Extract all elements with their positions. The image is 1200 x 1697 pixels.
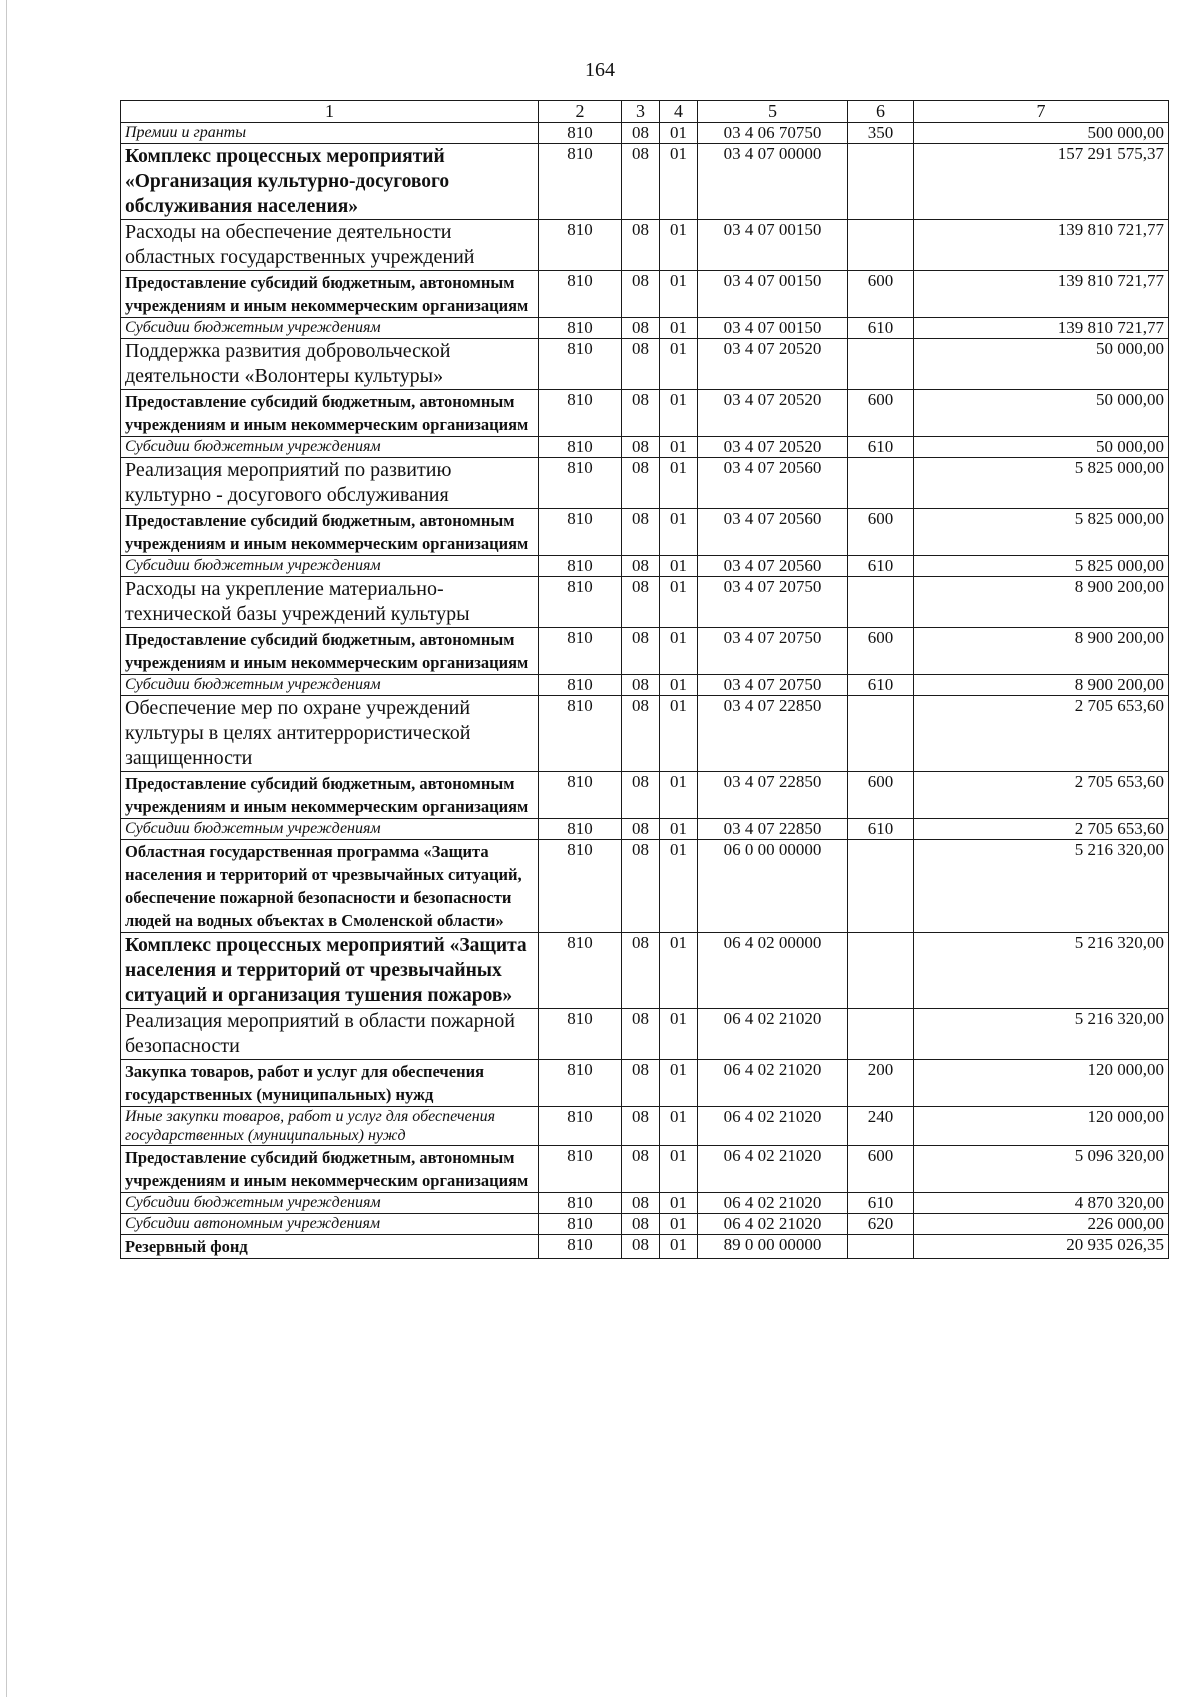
row-name-cell: Премии и гранты [121,123,539,144]
table-row [121,1107,1169,1146]
expense-type-cell: 610 [848,437,914,458]
row-name-cell: Субсидии бюджетным учреждениям [121,675,539,696]
section-code-cell: 08 [622,696,660,772]
ministry-code-cell: 810 [539,819,622,840]
subsection-code-cell: 01 [660,1107,698,1146]
amount-cell: 139 810 721,77 [914,271,1169,318]
row-name-cell: Предоставление субсидий бюджетным, автономным учреждениям и иным некоммерческим организациям [121,1146,539,1193]
section-code-cell: 08 [622,556,660,577]
section-code-cell: 08 [622,1060,660,1107]
amount-cell: 50 000,00 [914,390,1169,437]
subsection-code-cell: 01 [660,840,698,933]
expense-type-cell: 610 [848,556,914,577]
section-code-cell: 08 [622,1146,660,1193]
ministry-code-cell: 810 [539,339,622,390]
ministry-code-cell: 810 [539,390,622,437]
ministry-code-cell: 810 [539,772,622,819]
amount-cell: 8 900 200,00 [914,675,1169,696]
subsection-code-cell: 01 [660,1146,698,1193]
expense-type-cell: 600 [848,628,914,675]
expense-type-cell [848,840,914,933]
subsection-code-cell: 01 [660,144,698,220]
section-code-cell: 08 [622,772,660,819]
row-name-cell: Обеспечение мер по охране учреждений культуры в целях антитеррористической защищенности [121,696,539,772]
ministry-code-cell: 810 [539,1146,622,1193]
table-row [121,1214,1169,1235]
expense-type-cell [848,696,914,772]
target-article-cell: 06 4 02 21020 [698,1107,848,1146]
section-code-cell: 08 [622,271,660,318]
column-header: 7 [914,101,1169,123]
table-row [121,675,1169,696]
amount-cell: 5 825 000,00 [914,556,1169,577]
target-article-cell: 06 4 02 21020 [698,1214,848,1235]
ministry-code-cell: 810 [539,675,622,696]
ministry-code-cell: 810 [539,144,622,220]
expense-type-cell: 610 [848,1193,914,1214]
expense-type-cell: 600 [848,772,914,819]
target-article-cell: 03 4 06 70750 [698,123,848,144]
amount-cell: 2 705 653,60 [914,819,1169,840]
amount-cell: 5 216 320,00 [914,1009,1169,1060]
section-code-cell: 08 [622,1009,660,1060]
row-name-cell: Субсидии бюджетным учреждениям [121,1193,539,1214]
target-article-cell: 03 4 07 22850 [698,772,848,819]
amount-cell: 500 000,00 [914,123,1169,144]
section-code-cell: 08 [622,318,660,339]
ministry-code-cell: 810 [539,696,622,772]
ministry-code-cell: 810 [539,509,622,556]
table-row [121,1235,1169,1259]
table-row [121,696,1169,772]
target-article-cell: 03 4 07 20750 [698,628,848,675]
row-name-cell: Иные закупки товаров, работ и услуг для обеспечения государственных (муниципальных) нужд [121,1107,539,1146]
subsection-code-cell: 01 [660,458,698,509]
table-row [121,840,1169,933]
subsection-code-cell: 01 [660,390,698,437]
table-row [121,819,1169,840]
table-row [121,339,1169,390]
target-article-cell: 03 4 07 20560 [698,509,848,556]
ministry-code-cell: 810 [539,1235,622,1259]
subsection-code-cell: 01 [660,1214,698,1235]
amount-cell: 8 900 200,00 [914,577,1169,628]
ministry-code-cell: 810 [539,1009,622,1060]
amount-cell: 50 000,00 [914,437,1169,458]
ministry-code-cell: 810 [539,556,622,577]
expense-type-cell [848,1235,914,1259]
expense-type-cell [848,339,914,390]
expense-type-cell: 240 [848,1107,914,1146]
section-code-cell: 08 [622,339,660,390]
target-article-cell: 03 4 07 20520 [698,339,848,390]
expense-type-cell: 600 [848,509,914,556]
section-code-cell: 08 [622,458,660,509]
row-name-cell: Поддержка развития добровольческой деятельности «Волонтеры культуры» [121,339,539,390]
table-row [121,271,1169,318]
target-article-cell: 03 4 07 20750 [698,577,848,628]
expense-type-cell: 610 [848,675,914,696]
table-row [121,437,1169,458]
amount-cell: 5 825 000,00 [914,458,1169,509]
table-body [121,123,1169,1259]
section-code-cell: 08 [622,577,660,628]
amount-cell: 139 810 721,77 [914,318,1169,339]
section-code-cell: 08 [622,1214,660,1235]
subsection-code-cell: 01 [660,675,698,696]
expense-type-cell: 600 [848,390,914,437]
amount-cell: 8 900 200,00 [914,628,1169,675]
subsection-code-cell: 01 [660,318,698,339]
target-article-cell: 06 4 02 21020 [698,1009,848,1060]
section-code-cell: 08 [622,144,660,220]
ministry-code-cell: 810 [539,1214,622,1235]
amount-cell: 20 935 026,35 [914,1235,1169,1259]
section-code-cell: 08 [622,220,660,271]
subsection-code-cell: 01 [660,339,698,390]
ministry-code-cell: 810 [539,840,622,933]
row-name-cell: Предоставление субсидий бюджетным, автономным учреждениям и иным некоммерческим организациям [121,628,539,675]
subsection-code-cell: 01 [660,772,698,819]
expense-type-cell [848,458,914,509]
column-header: 3 [622,101,660,123]
subsection-code-cell: 01 [660,509,698,556]
target-article-cell: 03 4 07 20520 [698,390,848,437]
row-name-cell: Субсидии бюджетным учреждениям [121,437,539,458]
table-row [121,123,1169,144]
row-name-cell: Субсидии автономным учреждениям [121,1214,539,1235]
section-code-cell: 08 [622,628,660,675]
row-name-cell: Реализация мероприятий в области пожарной безопасности [121,1009,539,1060]
target-article-cell: 03 4 07 20520 [698,437,848,458]
subsection-code-cell: 01 [660,556,698,577]
target-article-cell: 03 4 07 00150 [698,220,848,271]
ministry-code-cell: 810 [539,220,622,271]
amount-cell: 157 291 575,37 [914,144,1169,220]
row-name-cell: Реализация мероприятий по развитию культурно - досугового обслуживания [121,458,539,509]
expense-type-cell [848,220,914,271]
row-name-cell: Субсидии бюджетным учреждениям [121,556,539,577]
section-code-cell: 08 [622,933,660,1009]
table-row [121,458,1169,509]
amount-cell: 4 870 320,00 [914,1193,1169,1214]
amount-cell: 5 216 320,00 [914,840,1169,933]
table-row [121,1146,1169,1193]
amount-cell: 2 705 653,60 [914,696,1169,772]
table-row [121,318,1169,339]
ministry-code-cell: 810 [539,1193,622,1214]
target-article-cell: 03 4 07 20560 [698,556,848,577]
subsection-code-cell: 01 [660,437,698,458]
table-row [121,577,1169,628]
table-row [121,1193,1169,1214]
column-header: 4 [660,101,698,123]
section-code-cell: 08 [622,437,660,458]
expense-type-cell: 610 [848,318,914,339]
subsection-code-cell: 01 [660,933,698,1009]
target-article-cell: 03 4 07 00000 [698,144,848,220]
target-article-cell: 06 4 02 21020 [698,1193,848,1214]
row-name-cell: Резервный фонд [121,1235,539,1259]
column-header: 6 [848,101,914,123]
target-article-cell: 06 4 02 21020 [698,1060,848,1107]
row-name-cell: Областная государственная программа «Защита населения и территорий от чрезвычайных ситуаций, обеспечение пожарной безопасности и безопасности людей на водных объектах в Смоленской области» [121,840,539,933]
table-row [121,556,1169,577]
amount-cell: 139 810 721,77 [914,220,1169,271]
expense-type-cell [848,577,914,628]
table-row [121,1009,1169,1060]
subsection-code-cell: 01 [660,1009,698,1060]
section-code-cell: 08 [622,1193,660,1214]
section-code-cell: 08 [622,675,660,696]
column-header: 1 [121,101,539,123]
expense-type-cell [848,933,914,1009]
table-row [121,390,1169,437]
amount-cell: 2 705 653,60 [914,772,1169,819]
table-row [121,144,1169,220]
subsection-code-cell: 01 [660,271,698,318]
column-header: 5 [698,101,848,123]
ministry-code-cell: 810 [539,318,622,339]
amount-cell: 120 000,00 [914,1107,1169,1146]
column-header: 2 [539,101,622,123]
row-name-cell: Субсидии бюджетным учреждениям [121,318,539,339]
ministry-code-cell: 810 [539,458,622,509]
target-article-cell: 03 4 07 00150 [698,271,848,318]
target-article-cell: 03 4 07 20750 [698,675,848,696]
subsection-code-cell: 01 [660,819,698,840]
row-name-cell: Предоставление субсидий бюджетным, автономным учреждениям и иным некоммерческим организациям [121,509,539,556]
ministry-code-cell: 810 [539,123,622,144]
target-article-cell: 03 4 07 20560 [698,458,848,509]
row-name-cell: Предоставление субсидий бюджетным, автономным учреждениям и иным некоммерческим организациям [121,772,539,819]
target-article-cell: 03 4 07 00150 [698,318,848,339]
subsection-code-cell: 01 [660,1235,698,1259]
target-article-cell: 89 0 00 00000 [698,1235,848,1259]
target-article-cell: 06 0 00 00000 [698,840,848,933]
table-row [121,509,1169,556]
budget-table [120,100,1169,1259]
subsection-code-cell: 01 [660,628,698,675]
expense-type-cell: 600 [848,1146,914,1193]
ministry-code-cell: 810 [539,577,622,628]
table-row [121,628,1169,675]
amount-cell: 50 000,00 [914,339,1169,390]
row-name-cell: Расходы на обеспечение деятельности областных государственных учреждений [121,220,539,271]
table-header-row [121,101,1169,123]
section-code-cell: 08 [622,840,660,933]
section-code-cell: 08 [622,123,660,144]
subsection-code-cell: 01 [660,1193,698,1214]
row-name-cell: Комплекс процессных мероприятий «Защита населения и территорий от чрезвычайных ситуаций и организация тушения пожаров» [121,933,539,1009]
row-name-cell: Субсидии бюджетным учреждениям [121,819,539,840]
scan-margin-line [6,0,7,1697]
expense-type-cell: 200 [848,1060,914,1107]
table-row [121,1060,1169,1107]
section-code-cell: 08 [622,509,660,556]
subsection-code-cell: 01 [660,220,698,271]
subsection-code-cell: 01 [660,696,698,772]
amount-cell: 5 825 000,00 [914,509,1169,556]
expense-type-cell: 610 [848,819,914,840]
section-code-cell: 08 [622,390,660,437]
row-name-cell: Расходы на укрепление материально-технической базы учреждений культуры [121,577,539,628]
expense-type-cell [848,144,914,220]
row-name-cell: Закупка товаров, работ и услуг для обеспечения государственных (муниципальных) нужд [121,1060,539,1107]
ministry-code-cell: 810 [539,628,622,675]
target-article-cell: 06 4 02 00000 [698,933,848,1009]
ministry-code-cell: 810 [539,933,622,1009]
subsection-code-cell: 01 [660,577,698,628]
section-code-cell: 08 [622,1107,660,1146]
expense-type-cell: 350 [848,123,914,144]
row-name-cell: Комплекс процессных мероприятий «Организация культурно-досугового обслуживания населения» [121,144,539,220]
amount-cell: 5 216 320,00 [914,933,1169,1009]
table-row [121,220,1169,271]
table-row [121,933,1169,1009]
expense-type-cell: 600 [848,271,914,318]
amount-cell: 226 000,00 [914,1214,1169,1235]
subsection-code-cell: 01 [660,123,698,144]
ministry-code-cell: 810 [539,437,622,458]
target-article-cell: 06 4 02 21020 [698,1146,848,1193]
ministry-code-cell: 810 [539,1107,622,1146]
amount-cell: 5 096 320,00 [914,1146,1169,1193]
target-article-cell: 03 4 07 22850 [698,696,848,772]
amount-cell: 120 000,00 [914,1060,1169,1107]
ministry-code-cell: 810 [539,271,622,318]
row-name-cell: Предоставление субсидий бюджетным, автономным учреждениям и иным некоммерческим организациям [121,390,539,437]
expense-type-cell: 620 [848,1214,914,1235]
section-code-cell: 08 [622,819,660,840]
expense-type-cell [848,1009,914,1060]
target-article-cell: 03 4 07 22850 [698,819,848,840]
row-name-cell: Предоставление субсидий бюджетным, автономным учреждениям и иным некоммерческим организациям [121,271,539,318]
ministry-code-cell: 810 [539,1060,622,1107]
section-code-cell: 08 [622,1235,660,1259]
page-number: 164 [585,59,615,81]
subsection-code-cell: 01 [660,1060,698,1107]
table-row [121,772,1169,819]
